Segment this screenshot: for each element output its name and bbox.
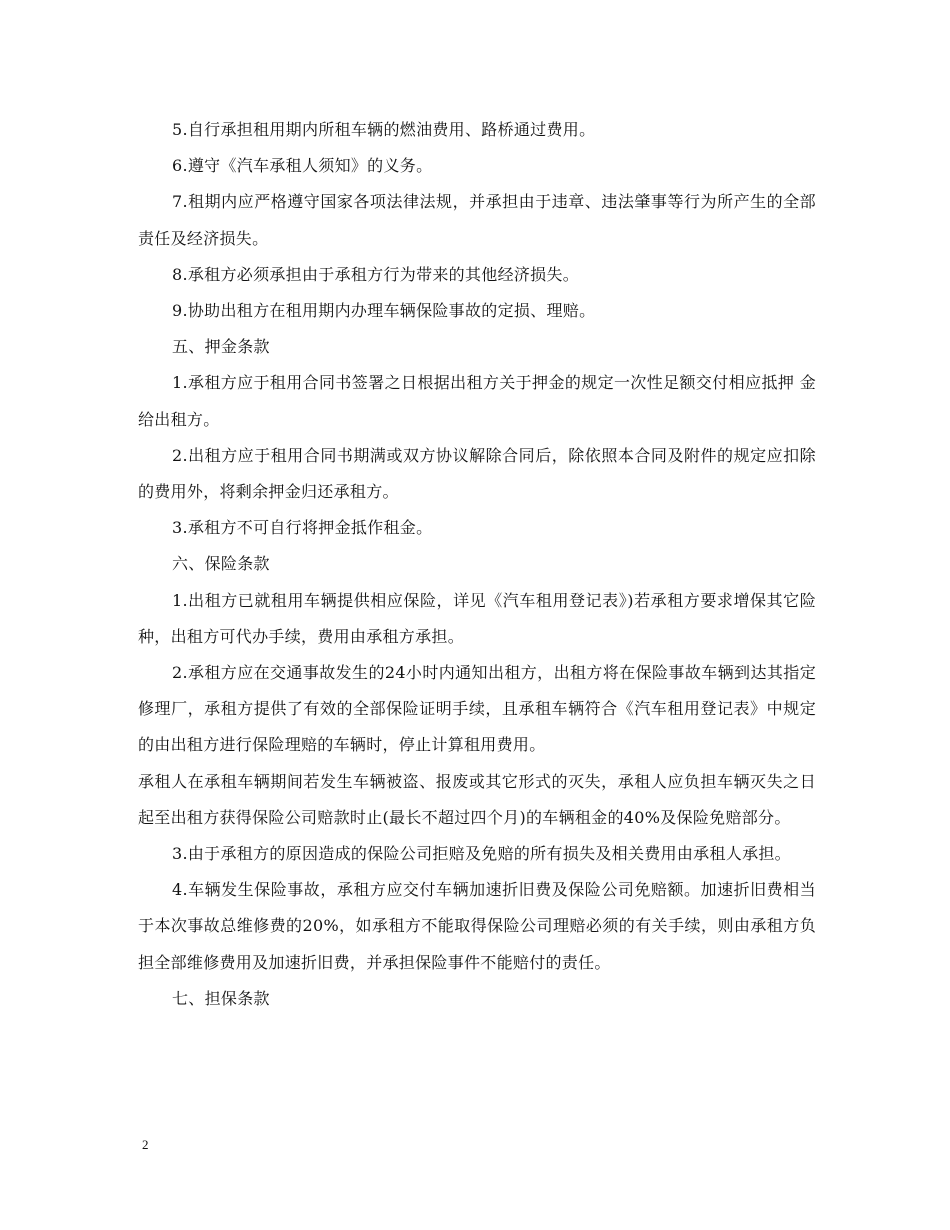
clause-6-2-continued: 承租人在承租车辆期间若发生车辆被盗、报废或其它形式的灭失，承租人应负担车辆灭失之日起至出租方获得保险公司赔款时止(最长不超过四个月)的车辆租金的40%及保险免赔部分。	[138, 771, 816, 827]
clause-4-5: 5.自行承担租用期内所租车辆的燃油费用、路桥通过费用。	[172, 120, 596, 139]
section-heading-guarantee: 七、担保条款	[172, 988, 270, 1008]
clause-5-1: 1.承租方应于租用合同书签署之日根据出租方关于押金的规定一次性足额交付相应抵押 金给出租方。	[138, 373, 816, 429]
clause-6-4: 4.车辆发生保险事故，承租方应交付车辆加速折旧费及保险公司免赔额。加速折旧费相当于本次事故总维修费的20%，如承租方不能取得保险公司理赔必须的有关手续，则由承租方负担全部维修费用及加速折旧费，并承担保险事件不能赔付的责任。	[138, 880, 816, 972]
clause-6-2: 2.承租方应在交通事故发生的24小时内通知出租方，出租方将在保险事故车辆到达其指定修理厂，承租方提供了有效的全部保险证明手续，且承租车辆符合《汽车租用登记表》中规定的由出租方进行保险理赔的车辆时，停止计算租用费用。	[138, 663, 816, 755]
clause-4-9: 9.协助出租方在租用期内办理车辆保险事故的定损、理赔。	[172, 301, 596, 321]
page-number: 2	[142, 1137, 149, 1152]
clause-5-3: 3.承租方不可自行将押金抵作租金。	[172, 518, 433, 538]
clause-6-3: 3.由于承租方的原因造成的保险公司拒赔及免赔的所有损失及相关费用由承租人承担。	[172, 844, 791, 864]
clause-4-7: 7.租期内应严格遵守国家各项法律法规，并承担由于违章、违法肇事等行为所产生的全部责任及经济损失。	[138, 192, 816, 248]
clause-4-8: 8.承租方必须承担由于承租方行为带来的其他经济损失。	[172, 264, 580, 284]
section-heading-insurance: 六、保险条款	[172, 554, 270, 574]
clause-5-2: 2.出租方应于租用合同书期满或双方协议解除合同后，除依照本合同及附件的规定应扣除的费用外，将剩余押金归还承租方。	[138, 445, 816, 502]
section-heading-deposit: 五、押金条款	[172, 337, 270, 357]
clause-4-6: 6.遵守《汽车承租人须知》的义务。	[172, 156, 433, 176]
document-body	[138, 112, 816, 1017]
clause-6-1: 1.出租方已就租用车辆提供相应保险，详见《汽车租用登记表》)若承租方要求增保其它险种，出租方可代办手续，费用由承租方承担。	[138, 590, 816, 646]
